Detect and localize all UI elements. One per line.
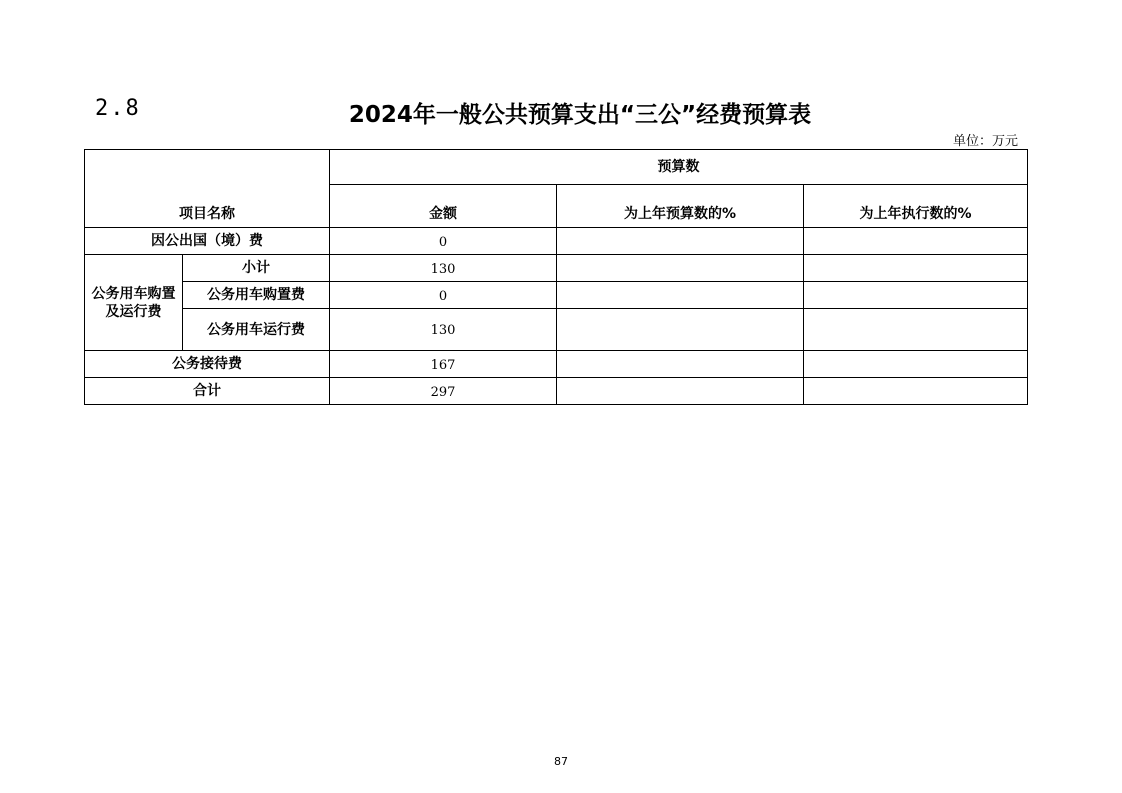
header-pct-last-budget: 为上年预算数的% [557, 185, 804, 228]
row-pct-budget [557, 255, 804, 282]
row-amount: 0 [330, 228, 557, 255]
table-row [85, 309, 1028, 351]
row-pct-budget [557, 309, 804, 351]
table-row [85, 228, 1028, 255]
page-number: 87 [554, 755, 568, 768]
header-pct-last-execution: 为上年执行数的% [804, 185, 1028, 228]
table-row [85, 351, 1028, 378]
row-pct-exec [804, 309, 1028, 351]
row-amount: 297 [330, 378, 557, 405]
row-label: 公务接待费 [85, 351, 330, 378]
row-pct-exec [804, 255, 1028, 282]
header-amount: 金额 [330, 185, 557, 228]
row-amount: 0 [330, 282, 557, 309]
row-label: 公务用车运行费 [183, 309, 330, 351]
row-label: 公务用车购置费 [183, 282, 330, 309]
row-label: 小计 [183, 255, 330, 282]
row-pct-budget [557, 282, 804, 309]
table-row [85, 282, 1028, 309]
row-pct-exec [804, 282, 1028, 309]
row-pct-budget [557, 378, 804, 405]
row-pct-exec [804, 351, 1028, 378]
header-budget-group: 预算数 [330, 150, 1028, 185]
row-amount: 130 [330, 309, 557, 351]
table-row [85, 255, 1028, 282]
row-pct-budget [557, 228, 804, 255]
row-pct-exec [804, 228, 1028, 255]
row-amount: 130 [330, 255, 557, 282]
table-row [85, 378, 1028, 405]
header-item-name: 项目名称 [85, 150, 330, 228]
page-title: 2024年一般公共预算支出“三公”经费预算表 [348, 102, 812, 128]
row-label-total: 合计 [85, 378, 330, 405]
row-pct-exec [804, 378, 1028, 405]
row-amount: 167 [330, 351, 557, 378]
budget-table [84, 149, 1028, 405]
section-number: 2.8 [95, 96, 141, 121]
row-label: 因公出国（境）费 [85, 228, 330, 255]
row-group-label: 公务用车购置 及运行费 [85, 255, 183, 351]
unit-label: 单位：万元 [952, 134, 1018, 149]
row-pct-budget [557, 351, 804, 378]
